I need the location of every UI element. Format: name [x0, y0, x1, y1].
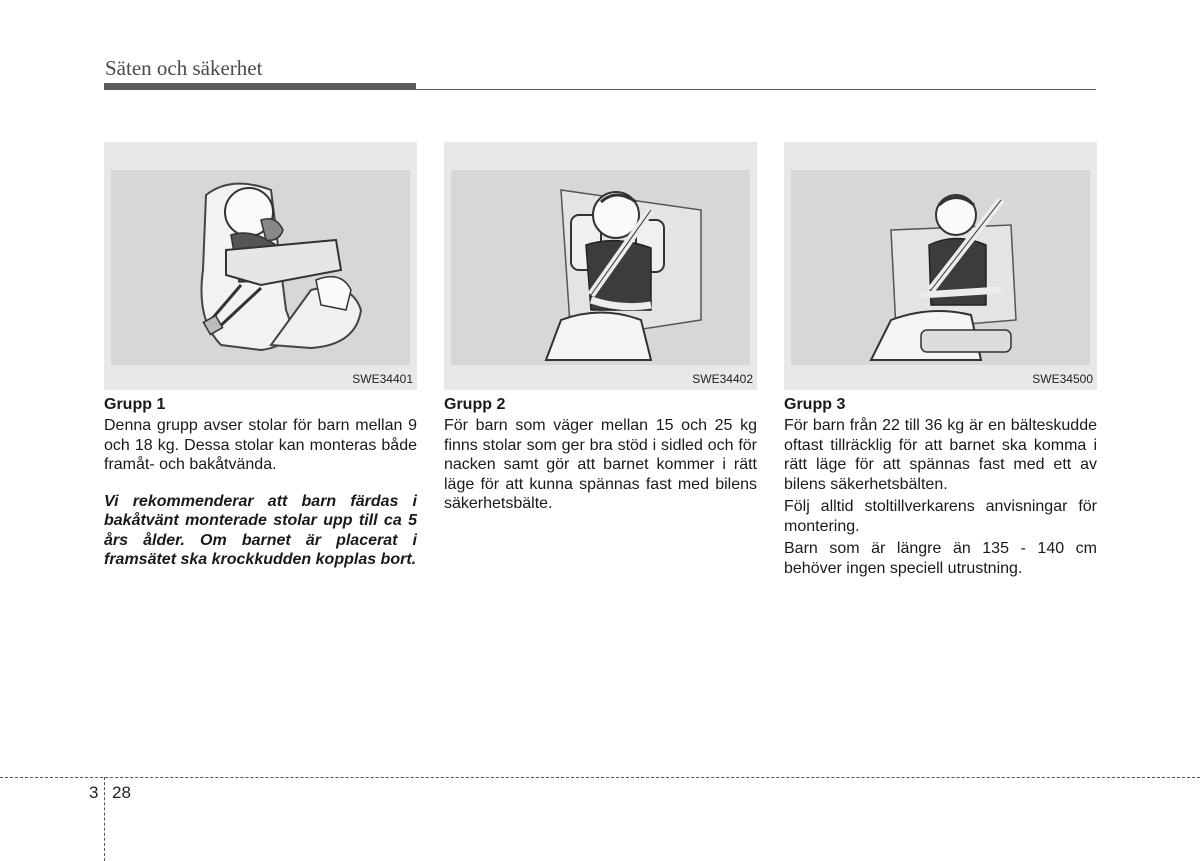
booster-seat-illustration [451, 170, 750, 365]
footer-divider-vertical [104, 777, 105, 861]
figure-code: SWE34402 [692, 372, 753, 386]
chapter-number: 3 [89, 783, 99, 802]
figure-booster-with-back [444, 142, 757, 390]
figure-code: SWE34401 [352, 372, 413, 386]
page-number: 28 [112, 783, 131, 802]
recommendation-note: Vi rekommenderar att barn färdas i bakåtvänt monterade stolar upp till ca 5 års ålder. Om barnet är placerat i framsätet ska krockkudden kopplas bort. [104, 492, 417, 568]
booster-cushion-illustration [791, 170, 1090, 365]
column-grupp-1 [104, 142, 417, 573]
heading-grupp-3: Grupp 3 [784, 396, 846, 413]
figure-infant-seat [104, 142, 417, 390]
heading-grupp-2: Grupp 2 [444, 396, 506, 413]
header-rule-thin [104, 89, 1096, 90]
body-paragraph: Denna grupp avser stolar för barn mellan 9 och 18 kg. Dessa stolar kan monteras både framåt- och bakåtvända. [104, 417, 417, 473]
figure-booster-cushion [784, 142, 1097, 390]
figure-code: SWE34500 [1032, 372, 1093, 386]
infant-seat-illustration [111, 170, 410, 365]
body-paragraph: För barn från 22 till 36 kg är en bälteskudde oftast tillräcklig för att barnet ska komma i rätt läge för att spännas fast med ett av bilens säkerhetsbälten. [784, 417, 1097, 493]
footer-divider-horizontal [0, 777, 1200, 778]
column-grupp-3 [784, 142, 1097, 581]
body-paragraph: För barn som väger mellan 15 och 25 kg finns stolar som ger bra stöd i sidled och för nacken samt gör att barnet kommer i rätt läge för att kunna spännas fast med bilens säkerhetsbälte. [444, 417, 757, 512]
heading-grupp-1: Grupp 1 [104, 396, 166, 413]
body-paragraph: Barn som är längre än 135 - 140 cm behöver ingen speciell utrustning. [784, 540, 1097, 577]
column-grupp-2 [444, 142, 757, 517]
section-title: Säten och säkerhet [105, 56, 263, 80]
body-paragraph: Följ alltid stoltillverkarens anvisningar för montering. [784, 498, 1097, 535]
